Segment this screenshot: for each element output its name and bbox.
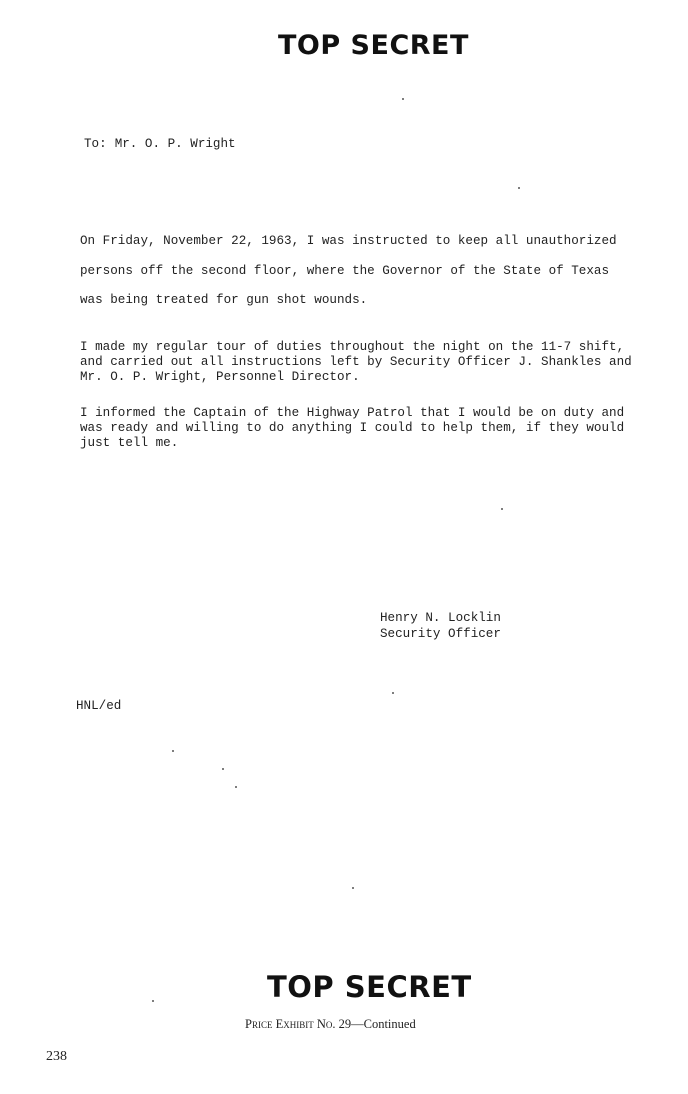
paragraph-line: was ready and willing to do anything I could to help them, if they would: [80, 421, 625, 435]
paper-speck: [518, 187, 520, 189]
paper-speck: [402, 98, 404, 100]
memo-paragraph-3: [80, 406, 624, 451]
exhibit-continued: —Continued: [351, 1017, 416, 1031]
typist-initials: HNL/ed: [76, 699, 122, 713]
signature-block: [380, 610, 501, 642]
paper-speck: [235, 786, 237, 788]
page-number: 238: [46, 1049, 67, 1064]
exhibit-caption: [245, 1017, 416, 1032]
paper-speck: [352, 887, 354, 889]
memo-paragraph-1: [80, 227, 617, 316]
signature-title: Security Officer: [380, 627, 501, 641]
paper-speck: [172, 750, 174, 752]
paper-speck: [392, 692, 394, 694]
memo-paragraph-2: [80, 340, 632, 385]
recipient-name: Mr. O. P. Wright: [114, 137, 236, 151]
exhibit-label: Price Exhibit No. 29: [245, 1017, 352, 1031]
top-secret-stamp-top: TOP SECRET: [278, 30, 469, 61]
memo-recipient-line: [84, 137, 236, 151]
paragraph-line: was being treated for gun shot wounds.: [80, 293, 368, 307]
paragraph-line: just tell me.: [80, 436, 179, 450]
recipient-label: To:: [84, 137, 107, 151]
top-secret-stamp-bottom: TOP SECRET: [267, 970, 472, 1004]
paragraph-line: persons off the second floor, where the Governor of the State of Texas: [80, 263, 610, 278]
paper-speck: [501, 508, 503, 510]
paragraph-line: I made my regular tour of duties throughout the night on the 11-7 shift,: [80, 340, 625, 354]
paper-speck: [222, 768, 224, 770]
paragraph-line: and carried out all instructions left by Security Officer J. Shankles and: [80, 355, 632, 369]
paragraph-line: I informed the Captain of the Highway Patrol that I would be on duty and: [80, 406, 625, 420]
paragraph-line: On Friday, November 22, 1963, I was instructed to keep all unauthorized: [80, 234, 617, 248]
signature-name: Henry N. Locklin: [380, 611, 501, 625]
paragraph-line: Mr. O. P. Wright, Personnel Director.: [80, 370, 360, 384]
paper-speck: [152, 1000, 154, 1002]
